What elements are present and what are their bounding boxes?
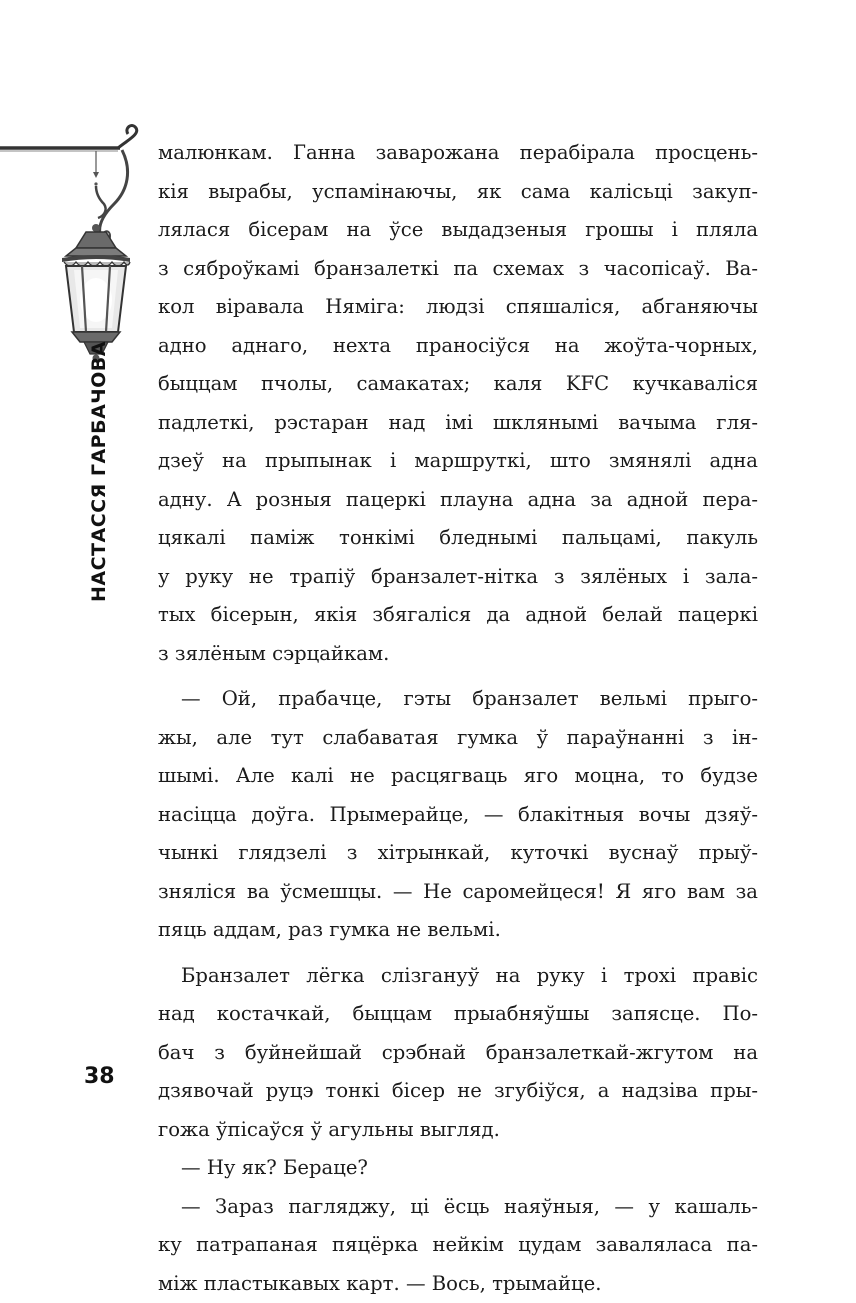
running-title: НАСТАССЯ ГАРБАЧОВА	[86, 82, 112, 602]
text-line: адну. А розныя пацеркі плауна адна за адной пера-	[158, 481, 758, 520]
text-line: лялася бісерам на ўсе выдадзеныя грошы і пляла	[158, 211, 758, 250]
page-number: 38	[84, 1064, 115, 1089]
text-line: дзявочай руцэ тонкі бісер не згубіўся, а надзіва пры-	[158, 1072, 758, 1111]
text-line: зняліся ва ўсмешцы. — Не саромейцеся! Я яго вам за	[158, 873, 758, 912]
text-line: над костачкай, быццам прыабняўшы запясце. По-	[158, 995, 758, 1034]
paragraph	[158, 1188, 758, 1303]
text-line: у руку не трапіў бранзалет-нітка з зялёных і зала-	[158, 558, 758, 597]
paragraph	[158, 1149, 758, 1188]
text-line: цякалі паміж тонкімі бледнымі пальцамі, пакуль	[158, 519, 758, 558]
body-text	[158, 134, 758, 1303]
text-line: кія вырабы, успамінаючы, як сама калісьці закуп-	[158, 173, 758, 212]
text-line: адно аднаго, нехта праносіўся на жоўта-чорных,	[158, 327, 758, 366]
text-line: падлеткі, рэстаран над імі шклянымі вачыма гля-	[158, 404, 758, 443]
paragraph-gap	[158, 673, 758, 680]
text-line: пяць аддам, раз гумка не вельмі.	[158, 911, 758, 950]
text-line: ку патрапаная пяцёрка нейкім цудам заваляласа па-	[158, 1226, 758, 1265]
text-line: — Ну як? Бераце?	[158, 1149, 758, 1188]
text-line: жы, але тут слабаватая гумка ў параўнанні з ін-	[158, 719, 758, 758]
text-line: чынкі глядзелі з хітрынкай, куточкі вуснаў прыў-	[158, 834, 758, 873]
text-line: быццам пчолы, самакатах; каля KFC кучкаваліся	[158, 365, 758, 404]
text-line: між пластыкавых карт. — Вось, трымайце.	[158, 1265, 758, 1303]
text-line: тых бісерын, якія збягаліся да адной белай пацеркі	[158, 596, 758, 635]
text-line: з зялёным сэрцайкам.	[158, 635, 758, 674]
paragraph	[158, 134, 758, 673]
paragraph	[158, 957, 758, 1150]
text-line: кол віравала Няміга: людзі спяшаліся, абганяючы	[158, 288, 758, 327]
text-line: дзеў на прыпынак і маршруткі, што змянялі адна	[158, 442, 758, 481]
text-line: Бранзалет лёгка слізгануў на руку і трохі правіс	[158, 957, 758, 996]
text-line: бач з буйнейшай срэбнай бранзалеткай-жгутом на	[158, 1034, 758, 1073]
hanging-lantern-icon	[0, 120, 150, 370]
paragraph-gap	[158, 950, 758, 957]
text-line: гожа ўпісаўся ў агульны выгляд.	[158, 1111, 758, 1150]
paragraph	[158, 680, 758, 950]
text-line: з сяброўкамі бранзалеткі па схемах з часопісаў. Ва-	[158, 250, 758, 289]
text-line: малюнкам. Ганна заварожана перабірала просцень-	[158, 134, 758, 173]
text-line: шымі. Але калі не расцягваць яго моцна, то будзе	[158, 757, 758, 796]
text-line: насіцца доўга. Прымерайце, — блакітныя вочы дзяў-	[158, 796, 758, 835]
text-line: — Зараз пагляджу, ці ёсць наяўныя, — у кашаль-	[158, 1188, 758, 1227]
text-line: — Ой, прабачце, гэты бранзалет вельмі прыго-	[158, 680, 758, 719]
